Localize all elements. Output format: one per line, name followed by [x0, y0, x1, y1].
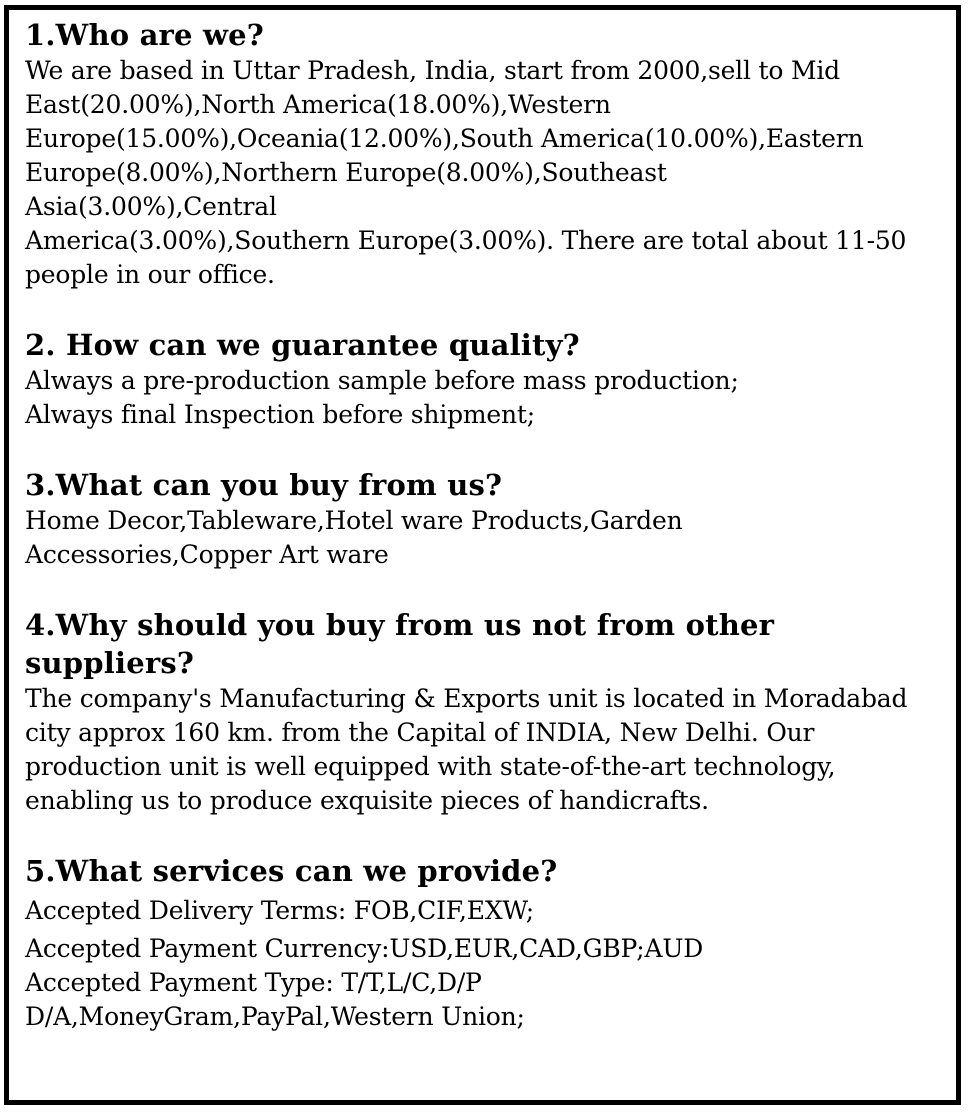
- answer-line: Always a pre-production sample before mass production;: [25, 366, 739, 395]
- faq-answer-2: [25, 364, 942, 432]
- section-spacer: [25, 432, 942, 466]
- question-line: 4.Why should you buy from us not from other: [25, 608, 775, 642]
- answer-line: Accepted Delivery Terms: FOB,CIF,EXW;: [25, 896, 534, 925]
- answer-line: East(20.00%),North America(18.00%),Western: [25, 90, 611, 119]
- answer-line: Europe(15.00%),Oceania(12.00%),South America(10.00%),Eastern: [25, 124, 864, 153]
- section-spacer: [25, 818, 942, 852]
- answer-line: We are based in Uttar Pradesh, India, start from 2000,sell to Mid: [25, 56, 840, 85]
- faq-question-2: 2. How can we guarantee quality?: [25, 328, 580, 362]
- answer-line: D/A,MoneyGram,PayPal,Western Union;: [25, 1002, 525, 1031]
- faq-frame: [4, 5, 961, 1105]
- faq-question-5: 5.What services can we provide?: [25, 854, 558, 888]
- section-spacer: [25, 292, 942, 326]
- faq-section-3: [25, 466, 942, 572]
- answer-line: The company's Manufacturing & Exports unit is located in Moradabad: [25, 684, 908, 713]
- answer-line: Europe(8.00%),Northern Europe(8.00%),Southeast: [25, 158, 667, 187]
- faq-content: [25, 16, 942, 1034]
- section-spacer: [25, 572, 942, 606]
- faq-answer-5: [25, 894, 942, 1034]
- faq-answer-3: [25, 504, 942, 572]
- faq-question-4: [25, 606, 942, 682]
- faq-section-1: [25, 16, 942, 292]
- faq-section-2: [25, 326, 942, 432]
- answer-line: Accepted Payment Currency:USD,EUR,CAD,GBP;AUD: [25, 934, 704, 963]
- faq-answer-4: [25, 682, 942, 818]
- answer-line: Home Decor,Tableware,Hotel ware Products,Garden: [25, 506, 683, 535]
- answer-line: Always final Inspection before shipment;: [25, 400, 535, 429]
- faq-answer-1: [25, 54, 942, 292]
- answer-line: Asia(3.00%),Central: [25, 192, 277, 221]
- answer-line: Accessories,Copper Art ware: [25, 540, 389, 569]
- faq-section-5: [25, 852, 942, 1034]
- answer-line: production unit is well equipped with state-of-the-art technology,: [25, 752, 836, 781]
- answer-line: city approx 160 km. from the Capital of INDIA, New Delhi. Our: [25, 718, 815, 747]
- faq-question-1: 1.Who are we?: [25, 18, 264, 52]
- question-line: suppliers?: [25, 646, 195, 680]
- answer-line: America(3.00%),Southern Europe(3.00%). There are total about 11-50: [25, 226, 907, 255]
- faq-question-3: 3.What can you buy from us?: [25, 468, 503, 502]
- faq-section-4: [25, 606, 942, 818]
- answer-line: Accepted Payment Type: T/T,L/C,D/P: [25, 968, 482, 997]
- answer-line: people in our office.: [25, 260, 275, 289]
- answer-line: enabling us to produce exquisite pieces of handicrafts.: [25, 786, 709, 815]
